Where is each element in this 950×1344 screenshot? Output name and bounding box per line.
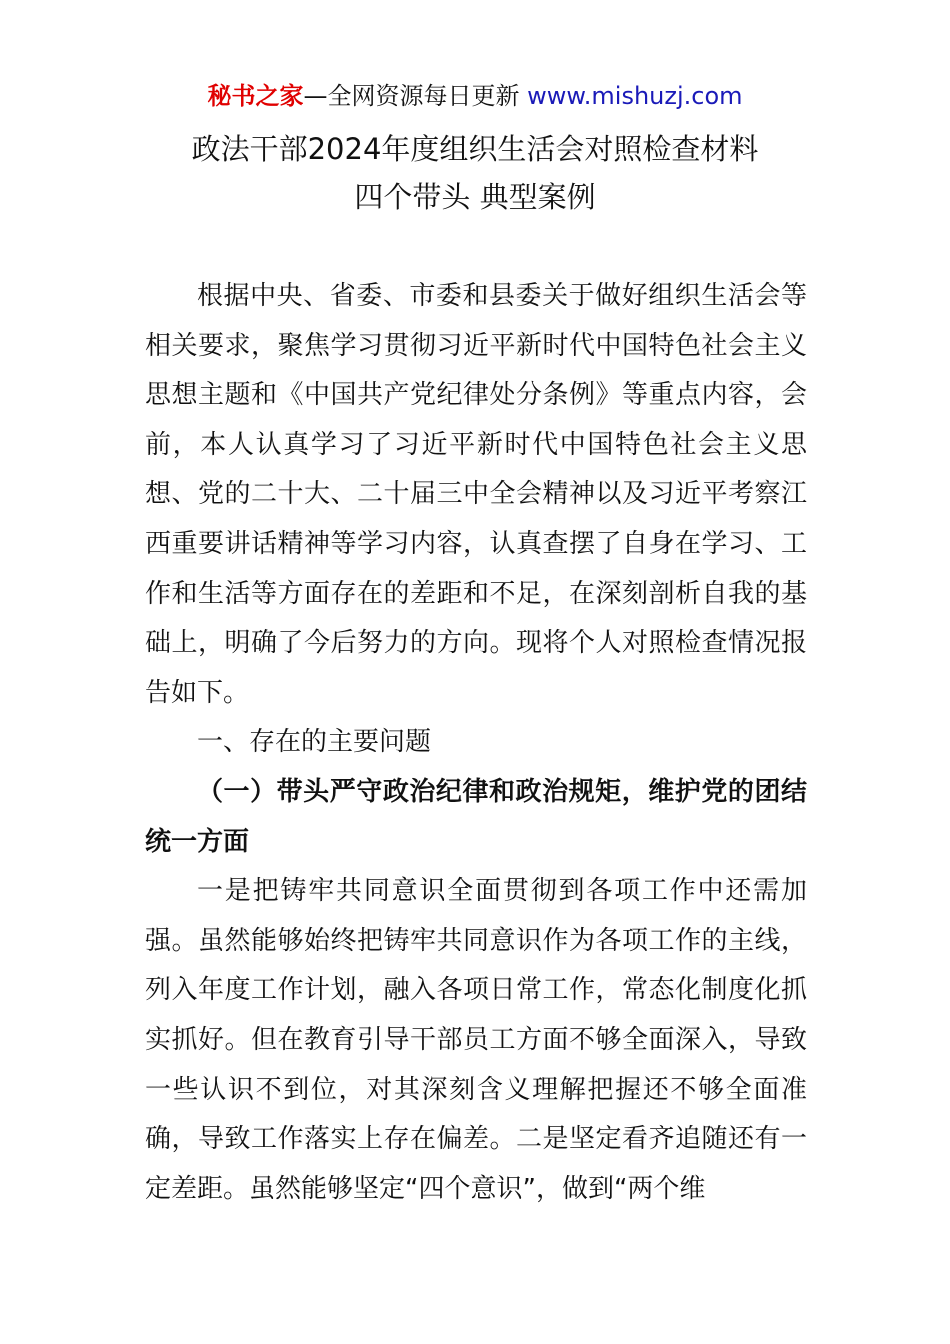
site-name: 秘书之家 <box>207 82 304 110</box>
section-heading: 一、存在的主要问题 <box>197 727 432 758</box>
intro-paragraph: 根据中央、省委、市委和县委关于做好组织生活会等相关要求，聚焦学习贯彻习近平新时代中国特色社会主义思想主题和《中国共产党纪律处分条例》等重点内容，会前，本人认真学习了习近平新时代中国特色社会主义思想、党的二十大、二十届三中全会精神以及习近平考察江西重要讲话精神等学习内容，认真查摆了自身在学习、工作和生活等方面存在的差距和不足，在深刻剖析自我的基础上，明确了今后努力的方向。现将个人对照检查情况报告如下。 <box>145 281 807 708</box>
site-header <box>0 80 950 112</box>
subsection-heading: （一）带头严守政治纪律和政治规矩，维护党的团结统一方面 <box>145 776 807 857</box>
site-tagline: —全网资源每日更新 <box>303 82 520 110</box>
site-url-link[interactable]: www.mishuzj.com <box>527 82 743 110</box>
body-paragraph: 一是把铸牢共同意识全面贯彻到各项工作中还需加强。虽然能够始终把铸牢共同意识作为各项工作的主线，列入年度工作计划，融入各项日常工作，常态化制度化抓实抓好。但在教育引导干部员工方面不够全面深入，导致一些认识不到位，对其深刻含义理解把握还不够全面准确，导致工作落实上存在偏差。二是坚定看齐追随还有一定差距。虽然能够坚定“四个意识”，做到“两个维 <box>145 876 807 1204</box>
document-subtitle: 四个带头 典型案例 <box>354 180 596 214</box>
document-body <box>145 272 807 1214</box>
document-title: 政法干部2024年度组织生活会对照检查材料 <box>191 132 759 166</box>
